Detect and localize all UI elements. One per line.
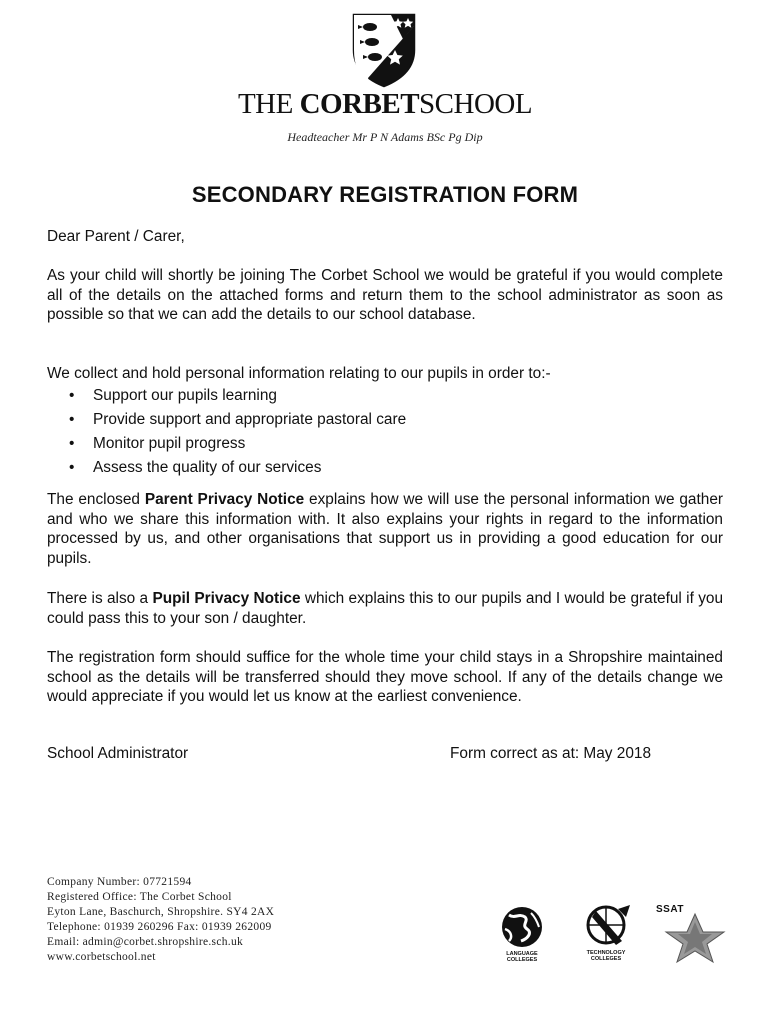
globe-icon xyxy=(497,905,547,951)
parent-privacy-paragraph xyxy=(47,490,723,568)
form-date: Form correct as at: May 2018 xyxy=(450,745,652,762)
form-title: SECONDARY REGISTRATION FORM xyxy=(191,182,579,207)
headteacher-line: Headteacher Mr P N Adams BSc Pg Dip xyxy=(287,130,483,144)
school-name-prefix: THE xyxy=(237,88,300,120)
school-crest-icon xyxy=(351,12,417,88)
salutation: Dear Parent / Carer, xyxy=(47,228,185,245)
signature-line: School Administrator xyxy=(47,745,189,762)
paragraph-text: The enclosed xyxy=(47,491,145,508)
school-name-bold: CORBET xyxy=(299,88,420,120)
list-item xyxy=(47,456,723,480)
purpose-list xyxy=(47,384,723,480)
bullet-icon: • xyxy=(69,387,75,404)
bullet-icon: • xyxy=(69,459,75,476)
parent-privacy-notice-label: Parent Privacy Notice xyxy=(144,491,305,508)
list-item xyxy=(47,432,723,456)
list-item xyxy=(47,384,723,408)
list-item-text: Support our pupils learning xyxy=(93,387,277,404)
list-item xyxy=(47,408,723,432)
company-number: Company Number: 07721594 xyxy=(47,876,192,888)
language-colleges-caption: LANGUAGE COLLEGES xyxy=(506,951,538,963)
pupil-privacy-paragraph xyxy=(47,589,723,628)
email: Email: admin@corbet.shropshire.sch.uk xyxy=(47,936,244,948)
star-award-icon xyxy=(662,912,728,964)
technology-colleges-caption: TECHNOLOGY COLLEGES xyxy=(586,950,626,962)
intro-paragraph: As your child will shortly be joining The Corbet School we would be grateful if you would complete all of the details on the attached forms and return them to the school administrator as soon as possible so that we can add the details to our school database. xyxy=(47,267,723,323)
ssat-label: SSAT xyxy=(656,904,684,915)
technology-colleges-logo xyxy=(578,903,634,965)
website-link[interactable]: www.corbetschool.net xyxy=(47,951,156,963)
telephone: Telephone: 01939 260296 Fax: 01939 262009 xyxy=(47,921,272,933)
bullet-icon: • xyxy=(69,435,75,452)
school-name-suffix: SCHOOL xyxy=(419,88,533,120)
paragraph-text: which explains this to our pupils and I would be grateful if you could pass this to your son / daughter. xyxy=(47,590,724,627)
ssat-award-logo xyxy=(654,898,730,964)
pupil-privacy-notice-label: Pupil Privacy Notice xyxy=(152,590,301,607)
language-colleges-logo xyxy=(497,905,547,967)
list-item-text: Provide support and appropriate pastoral care xyxy=(93,411,407,428)
address: Eyton Lane, Baschurch, Shropshire. SY4 2AX xyxy=(47,906,275,918)
list-item-text: Assess the quality of our services xyxy=(93,459,322,476)
school-name xyxy=(0,88,770,121)
bullet-icon: • xyxy=(69,411,75,428)
paragraph-text: explains how we will use the personal information we gather and who we share this information with. It also explains your rights in regard to the information processed by us, and other organisations that support us in providing a good education for our pupils. xyxy=(47,491,724,567)
registered-office: Registered Office: The Corbet School xyxy=(47,891,232,903)
footer-contact xyxy=(47,875,274,965)
purpose-paragraph: We collect and hold personal information relating to our pupils in order to:- xyxy=(47,365,551,382)
paragraph-text: There is also a xyxy=(47,590,153,607)
technology-icon xyxy=(578,903,634,951)
registration-validity-paragraph: The registration form should suffice for the whole time your child stays in a Shropshire maintained school as the details will be transferred should they move school. If any of the details change we would appreciate if you would let us know at the earliest convenience. xyxy=(47,649,723,705)
list-item-text: Monitor pupil progress xyxy=(93,435,246,452)
